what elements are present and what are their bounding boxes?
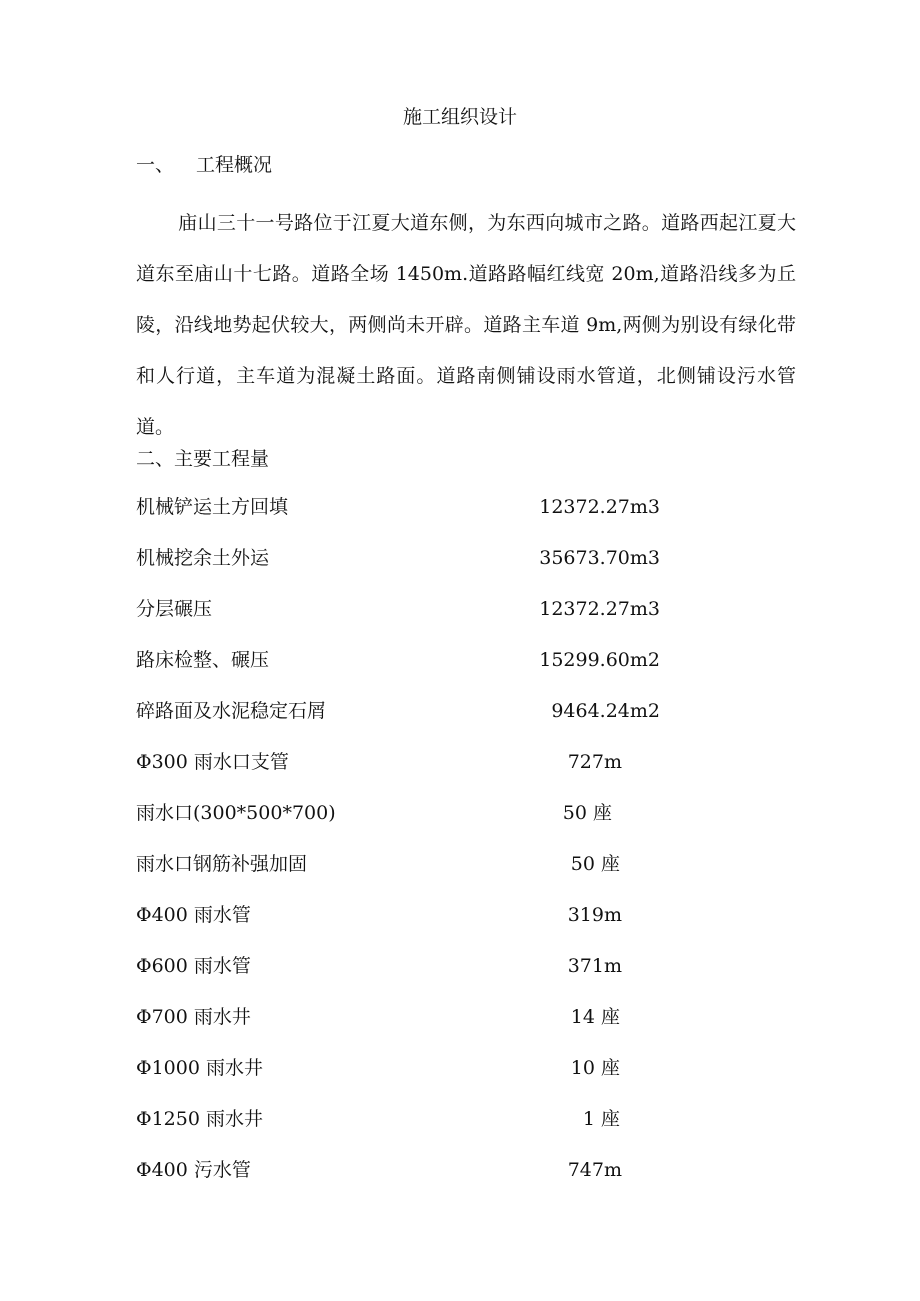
quantity-item-value: 319m [567,904,622,926]
quantity-item-value: 12372.27m3 [539,598,660,620]
quantity-item-name: Φ1250 雨水井 [136,1108,263,1130]
quantity-row [136,1002,736,1053]
section-heading-quantities: 二、主要工程量 [136,448,270,470]
quantity-row [136,951,736,1002]
quantity-item-name: Φ600 雨水管 [136,955,251,977]
quantity-item-name: 机械铲运土方回填 [136,496,289,518]
quantity-item-value: 10 座 [570,1057,620,1079]
quantity-item-name: 分层碾压 [136,598,213,620]
quantity-row [136,1053,736,1104]
quantity-item-value: 50 座 [570,853,620,875]
section-number: 一、 [136,154,175,176]
quantity-row [136,543,736,594]
quantity-row [136,594,736,645]
quantity-item-name: 机械挖余土外运 [136,547,270,569]
quantity-row [136,1104,736,1155]
quantity-item-name: 碎路面及水泥稳定石屑 [136,700,327,722]
quantity-item-value: 747m [567,1159,622,1181]
quantity-item-value: 371m [567,955,622,977]
quantity-item-name: Φ400 污水管 [136,1159,251,1181]
quantity-row [136,696,736,747]
quantity-item-value: 727m [567,751,622,773]
quantity-row [136,849,736,900]
quantity-item-value: 12372.27m3 [539,496,660,518]
quantity-item-value: 15299.60m2 [539,649,660,671]
quantity-row [136,492,736,543]
quantity-row [136,1155,736,1206]
quantity-item-name: 路床检整、碾压 [136,649,270,671]
quantity-item-value: 1 座 [582,1108,620,1130]
quantity-item-value: 50 座 [562,802,612,824]
document-title: 施工组织设计 [402,106,517,128]
section-heading-overview [136,150,272,177]
quantity-item-name: Φ300 雨水口支管 [136,751,289,773]
quantities-list [136,492,736,1206]
overview-paragraph [136,198,796,453]
overview-text: 庙山三十一号路位于江夏大道东侧，为东西向城市之路。道路西起江夏大道东至庙山十七路。道路全场 1450m.道路路幅红线宽 20m,道路沿线多为丘陵，沿线地势起伏较大，两侧尚未开辟。道路主车道 9m,两侧为别设有绿化带和人行道，主车道为混凝土路面。道路南侧铺设雨水管道，北侧铺设污水管道。 [136,212,796,438]
quantity-row [136,900,736,951]
quantity-item-name: 雨水口钢筋补强加固 [136,853,308,875]
quantity-row [136,645,736,696]
quantity-item-value: 9464.24m2 [551,700,660,722]
quantity-item-value: 35673.70m3 [539,547,660,569]
quantity-row [136,747,736,798]
quantity-row [136,798,736,849]
quantity-item-name: Φ1000 雨水井 [136,1057,263,1079]
quantity-item-name: Φ400 雨水管 [136,904,251,926]
quantity-item-value: 14 座 [570,1006,620,1028]
quantity-item-name: 雨水口(300*500*700) [136,802,336,824]
section-title: 工程概况 [196,154,273,176]
quantity-item-name: Φ700 雨水井 [136,1006,251,1028]
